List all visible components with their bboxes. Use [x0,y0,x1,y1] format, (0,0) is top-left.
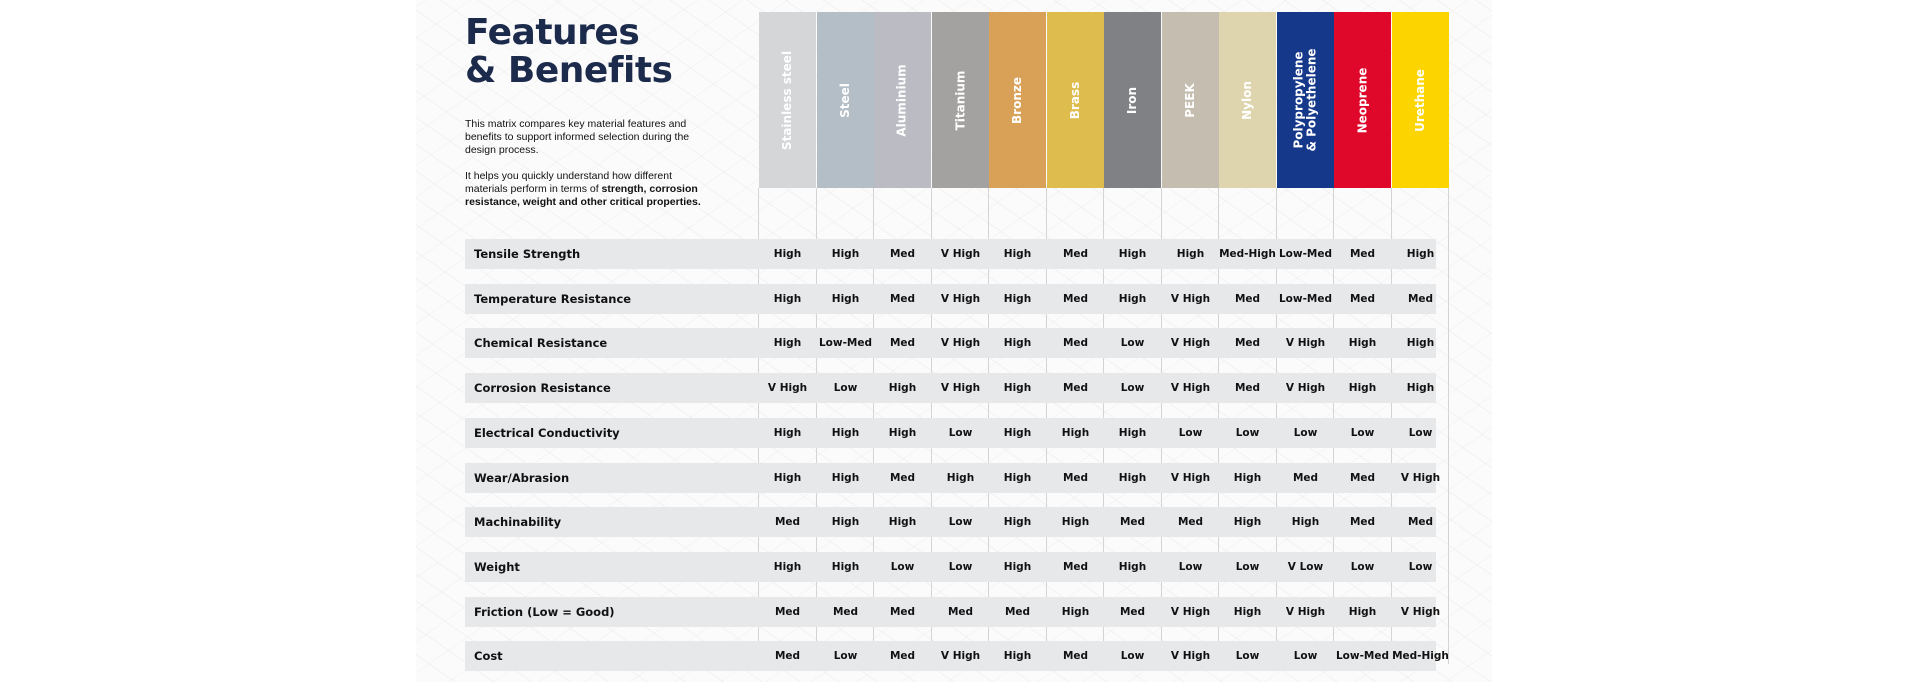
cell-temperature-resistance-neoprene: Med [1349,293,1376,305]
cell-chemical-resistance-stainless-steel: High [773,337,802,349]
cell-chemical-resistance-bronze: High [1003,337,1032,349]
cell-friction-low-good-steel: Med [832,606,859,618]
column-header-label: Iron [1124,86,1139,114]
cell-corrosion-resistance-titanium: V High [940,382,981,394]
intro-paragraph-2 [465,170,715,209]
cell-corrosion-resistance-peek: V High [1170,382,1211,394]
column-header-label: Stainless steel [780,50,794,150]
cell-machinability-aluminium: High [888,516,917,528]
cell-chemical-resistance-brass: Med [1062,337,1089,349]
cell-chemical-resistance-aluminium: Med [889,337,916,349]
title-line-2: & Benefits [465,50,673,91]
cell-friction-low-good-aluminium: Med [889,606,916,618]
cell-electrical-conductivity-brass: High [1061,427,1090,439]
cell-chemical-resistance-peek: V High [1170,337,1211,349]
column-header-label: Neoprene [1355,67,1370,133]
cell-cost-nylon: Low [1235,650,1260,662]
cell-chemical-resistance-steel: Low-Med [818,337,873,349]
cell-weight-brass: Med [1062,561,1089,573]
cell-weight-peek: Low [1178,561,1203,573]
cell-electrical-conductivity-neoprene: Low [1350,427,1375,439]
cell-corrosion-resistance-brass: Med [1062,382,1089,394]
cell-tensile-strength-urethane: High [1406,248,1435,260]
cell-machinability-brass: High [1061,516,1090,528]
row-label-tensile-strength: Tensile Strength [474,247,581,261]
cell-friction-low-good-urethane: V High [1400,606,1441,618]
row-label-weight: Weight [474,560,520,574]
cell-wear-abrasion-titanium: High [946,472,975,484]
cell-corrosion-resistance-stainless-steel: V High [767,382,808,394]
cell-friction-low-good-neoprene: High [1348,606,1377,618]
cell-weight-aluminium: Low [890,561,915,573]
intro-paragraph-1: This matrix compares key material features and benefits to support informed selection during the design process. [465,118,690,156]
cell-chemical-resistance-iron: Low [1120,337,1145,349]
cell-weight-bronze: High [1003,561,1032,573]
cell-machinability-polypropylene-polyethelene: High [1291,516,1320,528]
cell-corrosion-resistance-steel: Low [833,382,858,394]
cell-temperature-resistance-polypropylene-polyethelene: Low-Med [1278,293,1333,305]
column-header-label: Aluminium [895,63,910,137]
cell-electrical-conductivity-iron: High [1118,427,1147,439]
cell-wear-abrasion-polypropylene-polyethelene: Med [1292,472,1319,484]
cell-wear-abrasion-iron: High [1118,472,1147,484]
cell-machinability-stainless-steel: Med [774,516,801,528]
cell-cost-steel: Low [833,650,858,662]
column-header-bronze [989,12,1046,188]
cell-machinability-bronze: High [1003,516,1032,528]
cell-electrical-conductivity-aluminium: High [888,427,917,439]
cell-cost-stainless-steel: Med [774,650,801,662]
cell-corrosion-resistance-nylon: Med [1234,382,1261,394]
cell-wear-abrasion-nylon: High [1233,472,1262,484]
cell-machinability-peek: Med [1177,516,1204,528]
row-label-cost: Cost [474,649,503,663]
cell-temperature-resistance-titanium: V High [940,293,981,305]
cell-corrosion-resistance-polypropylene-polyethelene: V High [1285,382,1326,394]
column-header-label: Brass [1067,81,1082,119]
column-header-label: Steel [838,82,852,118]
cell-cost-titanium: V High [940,650,981,662]
cell-weight-stainless-steel: High [773,561,802,573]
column-header-polypropylene-polyethelene [1277,12,1334,188]
cell-cost-neoprene: Low-Med [1335,650,1390,662]
cell-friction-low-good-polypropylene-polyethelene: V High [1285,606,1326,618]
column-header-nylon [1219,12,1276,188]
column-header-label: Nylon [1239,80,1254,120]
column-header-label: Polypropylene & Polyethelene [1291,48,1319,152]
row-label-temperature-resistance: Temperature Resistance [474,292,632,306]
cell-tensile-strength-polypropylene-polyethelene: Low-Med [1278,248,1333,260]
cell-wear-abrasion-stainless-steel: High [773,472,802,484]
cell-tensile-strength-peek: High [1176,248,1205,260]
cell-wear-abrasion-aluminium: Med [889,472,916,484]
cell-temperature-resistance-peek: V High [1170,293,1211,305]
cell-temperature-resistance-brass: Med [1062,293,1089,305]
cell-chemical-resistance-neoprene: High [1348,337,1377,349]
cell-cost-urethane: Med-High [1392,650,1449,662]
cell-temperature-resistance-aluminium: Med [889,293,916,305]
cell-wear-abrasion-urethane: V High [1400,472,1441,484]
cell-friction-low-good-stainless-steel: Med [774,606,801,618]
cell-weight-urethane: Low [1408,561,1433,573]
cell-corrosion-resistance-aluminium: High [888,382,917,394]
cell-chemical-resistance-titanium: V High [940,337,981,349]
cell-machinability-nylon: High [1233,516,1262,528]
cell-weight-steel: High [831,561,860,573]
cell-tensile-strength-aluminium: Med [889,248,916,260]
cell-cost-polypropylene-polyethelene: Low [1293,650,1318,662]
cell-wear-abrasion-steel: High [831,472,860,484]
cell-electrical-conductivity-peek: Low [1178,427,1203,439]
cell-weight-neoprene: Low [1350,561,1375,573]
cell-friction-low-good-brass: High [1061,606,1090,618]
cell-tensile-strength-titanium: V High [940,248,981,260]
row-label-corrosion-resistance: Corrosion Resistance [474,381,611,395]
cell-electrical-conductivity-nylon: Low [1235,427,1260,439]
cell-weight-polypropylene-polyethelene: V Low [1287,561,1324,573]
cell-friction-low-good-bronze: Med [1004,606,1031,618]
cell-friction-low-good-iron: Med [1119,606,1146,618]
cell-friction-low-good-nylon: High [1233,606,1262,618]
cell-wear-abrasion-brass: Med [1062,472,1089,484]
page-title [465,14,725,90]
row-label-machinability: Machinability [474,515,562,529]
cell-friction-low-good-titanium: Med [947,606,974,618]
column-header-label: Titanium [953,70,967,130]
cell-electrical-conductivity-polypropylene-polyethelene: Low [1293,427,1318,439]
column-header-steel [817,12,874,188]
column-header-label: Bronze [1009,76,1024,124]
cell-tensile-strength-bronze: High [1003,248,1032,260]
cell-tensile-strength-neoprene: Med [1349,248,1376,260]
cell-cost-iron: Low [1120,650,1145,662]
cell-electrical-conductivity-titanium: Low [948,427,973,439]
cell-tensile-strength-brass: Med [1062,248,1089,260]
cell-friction-low-good-peek: V High [1170,606,1211,618]
cell-temperature-resistance-bronze: High [1003,293,1032,305]
cell-machinability-steel: High [831,516,860,528]
column-header-stainless-steel [759,12,816,188]
cell-electrical-conductivity-bronze: High [1003,427,1032,439]
cell-temperature-resistance-stainless-steel: High [773,293,802,305]
column-header-aluminium [874,12,931,188]
cell-corrosion-resistance-iron: Low [1120,382,1145,394]
cell-temperature-resistance-urethane: Med [1407,293,1434,305]
cell-weight-iron: High [1118,561,1147,573]
column-header-titanium [932,12,989,188]
cell-chemical-resistance-urethane: High [1406,337,1435,349]
cell-cost-aluminium: Med [889,650,916,662]
cell-weight-titanium: Low [948,561,973,573]
cell-tensile-strength-nylon: Med-High [1219,248,1276,260]
column-header-peek [1162,12,1219,188]
column-header-label: Urethane [1413,68,1428,132]
cell-electrical-conductivity-steel: High [831,427,860,439]
cell-machinability-urethane: Med [1407,516,1434,528]
cell-cost-peek: V High [1170,650,1211,662]
cell-temperature-resistance-iron: High [1118,293,1147,305]
cell-chemical-resistance-nylon: Med [1234,337,1261,349]
cell-corrosion-resistance-urethane: High [1406,382,1435,394]
column-header-neoprene [1334,12,1391,188]
column-header-iron [1104,12,1161,188]
cell-tensile-strength-stainless-steel: High [773,248,802,260]
cell-wear-abrasion-bronze: High [1003,472,1032,484]
cell-tensile-strength-iron: High [1118,248,1147,260]
cell-weight-nylon: Low [1235,561,1260,573]
cell-tensile-strength-steel: High [831,248,860,260]
intro-paragraph-2-bold: strength, corrosion resistance, weight and other critical properties. [465,183,701,208]
row-label-wear-abrasion: Wear/Abrasion [474,471,570,485]
cell-electrical-conductivity-stainless-steel: High [773,427,802,439]
cell-cost-brass: Med [1062,650,1089,662]
cell-temperature-resistance-steel: High [831,293,860,305]
cell-machinability-neoprene: Med [1349,516,1376,528]
row-label-electrical-conductivity: Electrical Conductivity [474,426,620,440]
cell-corrosion-resistance-neoprene: High [1348,382,1377,394]
cell-machinability-iron: Med [1119,516,1146,528]
cell-wear-abrasion-peek: V High [1170,472,1211,484]
row-label-chemical-resistance: Chemical Resistance [474,336,608,350]
column-header-brass [1047,12,1104,188]
intro-text [465,118,715,222]
cell-cost-bronze: High [1003,650,1032,662]
cell-wear-abrasion-neoprene: Med [1349,472,1376,484]
title-line-1: Features [465,12,640,53]
cell-corrosion-resistance-bronze: High [1003,382,1032,394]
column-header-label: PEEK [1183,82,1197,118]
cell-electrical-conductivity-urethane: Low [1408,427,1433,439]
row-label-friction-low-good: Friction (Low = Good) [474,605,615,619]
cell-machinability-titanium: Low [948,516,973,528]
cell-chemical-resistance-polypropylene-polyethelene: V High [1285,337,1326,349]
column-header-urethane [1392,12,1449,188]
intro-paragraph-2-text: It helps you quickly understand how different materials perform in terms of [465,170,673,195]
cell-temperature-resistance-nylon: Med [1234,293,1261,305]
